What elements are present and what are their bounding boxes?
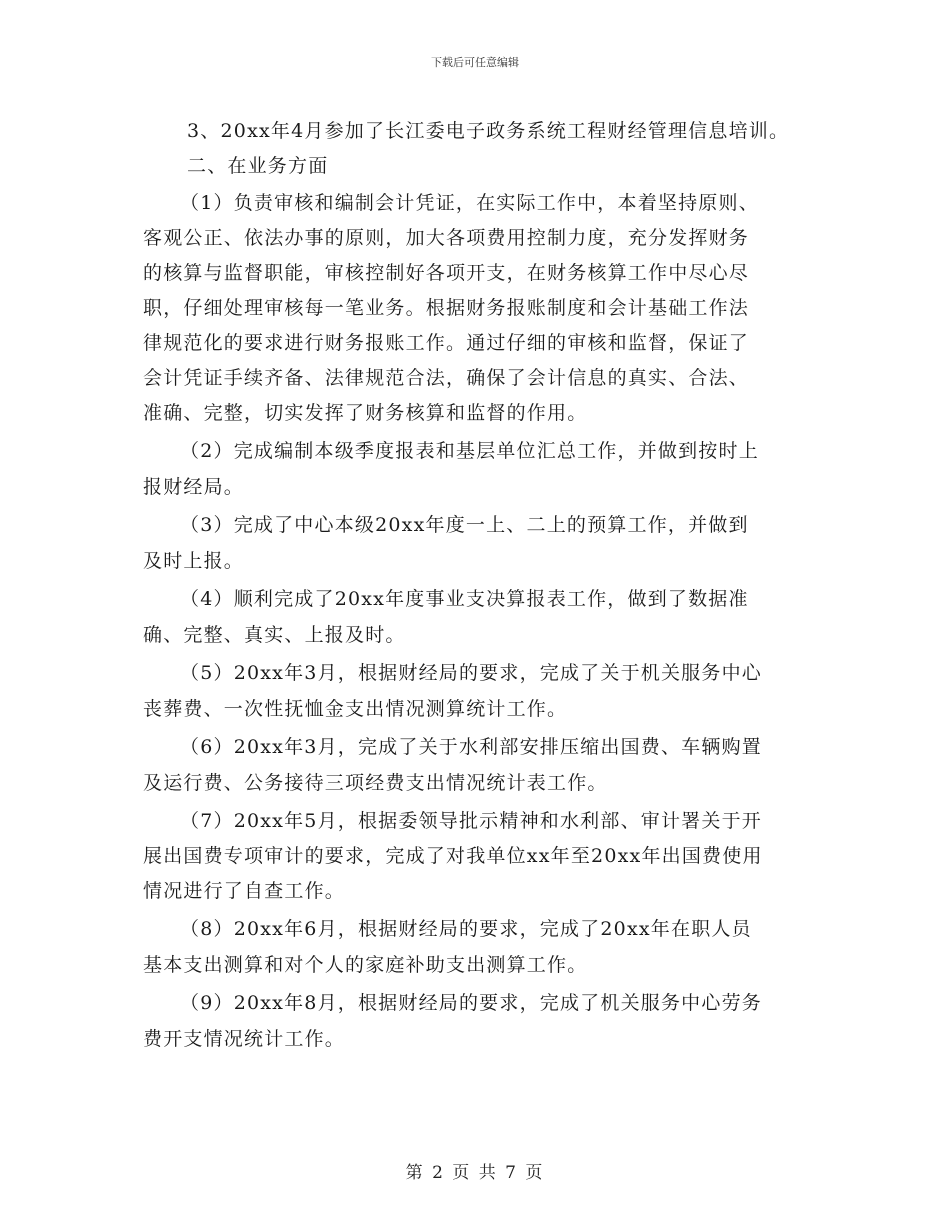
paragraph-line: 确、完整、真实、上报及时。 — [143, 624, 406, 646]
paragraph-line: （2）完成编制本级季度报表和基层单位汇总工作，并做到按时上 — [180, 440, 759, 462]
paragraph-line: （6）20xx年3月，完成了关于水利部安排压缩出国费、车辆购置 — [180, 736, 762, 758]
paragraph-line: （4）顺利完成了20xx年度事业支决算报表工作，做到了数据准 — [180, 588, 749, 610]
paragraph-line: 3、20xx年4月参加了长江委电子政务系统工程财经管理信息培训。 — [187, 120, 790, 142]
paragraph-line: 的核算与监督职能，审核控制好各项开支，在财务核算工作中尽心尽 — [143, 262, 750, 284]
paragraph-line: 报财经局。 — [143, 476, 245, 498]
paragraph-line: 费开支情况统计工作。 — [143, 1028, 346, 1050]
paragraph-line: （1）负责审核和编制会计凭证，在实际工作中，本着坚持原则、 — [180, 192, 759, 214]
paragraph-line: （9）20xx年8月，根据财经局的要求，完成了机关服务中心劳务 — [180, 992, 762, 1014]
page-header: 下载后可任意编辑 — [431, 56, 519, 69]
page-footer: 第 2 页 共 7 页 — [405, 1163, 545, 1183]
section-heading: 二、在业务方面 — [187, 155, 329, 177]
paragraph-line: 丧葬费、一次性抚恤金支出情况测算统计工作。 — [143, 698, 568, 720]
paragraph-line: （7）20xx年5月，根据委领导批示精神和水利部、审计署关于开 — [180, 810, 762, 832]
paragraph-line: 客观公正、依法办事的原则，加大各项费用控制力度，充分发挥财务 — [143, 227, 750, 249]
paragraph-line: （3）完成了中心本级20xx年度一上、二上的预算工作，并做到 — [180, 514, 749, 536]
paragraph-line: 及运行费、公务接待三项经费支出情况统计表工作。 — [143, 772, 608, 794]
paragraph-line: 展出国费专项审计的要求，完成了对我单位xx年至20xx年出国费使用 — [143, 845, 763, 867]
paragraph-line: 会计凭证手续齐备、法律规范合法，确保了会计信息的真实、合法、 — [143, 367, 750, 389]
paragraph-line: 职，仔细处理审核每一笔业务。根据财务报账制度和会计基础工作法 — [143, 297, 750, 319]
paragraph-line: 律规范化的要求进行财务报账工作。通过仔细的审核和监督，保证了 — [143, 332, 750, 354]
paragraph-line: （5）20xx年3月，根据财经局的要求，完成了关于机关服务中心 — [180, 662, 762, 684]
paragraph-line: 及时上报。 — [143, 550, 245, 572]
paragraph-line: 准确、完整，切实发挥了财务核算和监督的作用。 — [143, 402, 588, 424]
paragraph-line: 情况进行了自查工作。 — [143, 880, 346, 902]
paragraph-line: 基本支出测算和对个人的家庭补助支出测算工作。 — [143, 954, 588, 976]
paragraph-line: （8）20xx年6月，根据财经局的要求，完成了20xx年在职人员 — [180, 918, 752, 940]
